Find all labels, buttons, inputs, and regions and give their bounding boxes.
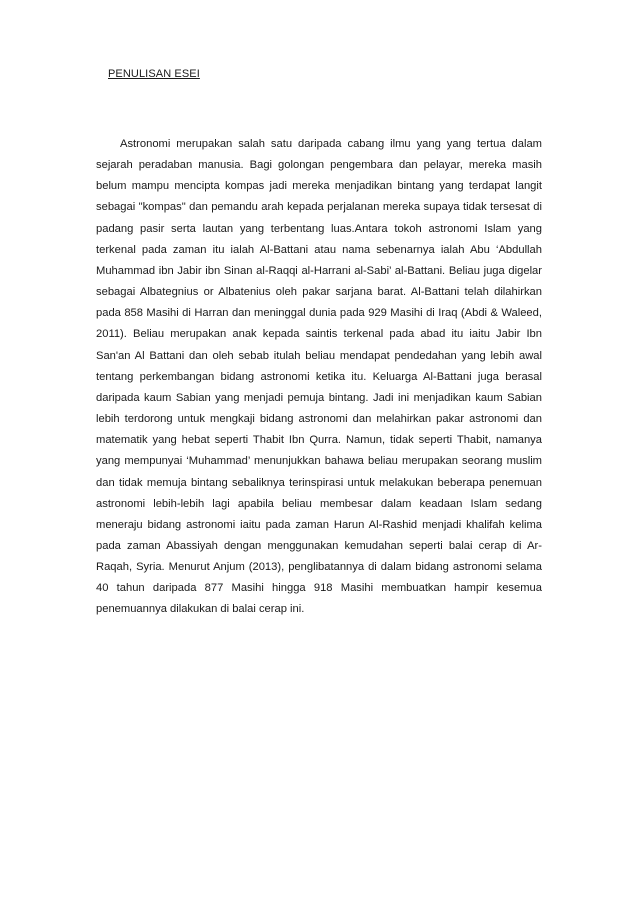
essay-heading: PENULISAN ESEI xyxy=(108,68,200,80)
essay-paragraph: Astronomi merupakan salah satu daripada cabang ilmu yang yang tertua dalam sejarah peradaban manusia. Bagi golongan pengembara dan pelayar, mereka masih belum mampu mencipta kompas jadi mereka menjadikan bintang yang terdapat langit sebagai "kompas" dan pemandu arah kepada perjalanan mereka supaya tidak tersesat di padang pasir serta lautan yang terbentang luas.Antara tokoh astronomi Islam yang terkenal pada zaman itu ialah Al-Battani atau nama sebenarnya ialah Abu ‘Abdullah Muhammad ibn Jabir ibn Sinan al-Raqqi al-Harrani al-Sabi’ al-Battani. Beliau juga digelar sebagai Albategnius or Albatenius oleh pakar sarjana barat. Al-Battani telah dilahirkan pada 858 Masihi di Harran dan meninggal dunia pada 929 Masihi di Iraq (Abdi & Waleed, 2011). Beliau merupakan anak kepada saintis terkenal pada abad itu iaitu Jabir Ibn San'an Al Battani dan oleh sebab itulah beliau mendapat pendedahan yang lebih awal tentang perkembangan bidang astronomi ketika itu. Keluarga Al-Battani juga berasal daripada kaum Sabian yang menjadi pemuja bintang. Jadi ini menjadikan kaum Sabian lebih terdorong untuk mengkaji bidang astronomi dan melahirkan pakar astronomi dan matematik yang hebat seperti Thabit Ibn Qurra. Namun, tidak seperti Thabit, namanya yang mempunyai ‘Muhammad’ menunjukkan bahawa beliau merupakan seorang muslim dan tidak memuja bintang sebaliknya terinspirasi untuk melakukan beberapa penemuan astronomi lebih-lebih lagi apabila beliau membesar dalam keadaan Islam sedang meneraju bidang astronomi iaitu pada zaman Harun Al-Rashid menjadi khalifah kelima pada zaman Abassiyah dengan menggunakan kemudahan seperti balai cerap di Ar-Raqah, Syria. Menurut Anjum (2013), penglibatannya di dalam bidang astronomi selama 40 tahun daripada 877 Masihi hingga 918 Masihi membuatkan hampir kesemua penemuannya dilakukan di balai cerap ini. xyxy=(96,138,542,616)
